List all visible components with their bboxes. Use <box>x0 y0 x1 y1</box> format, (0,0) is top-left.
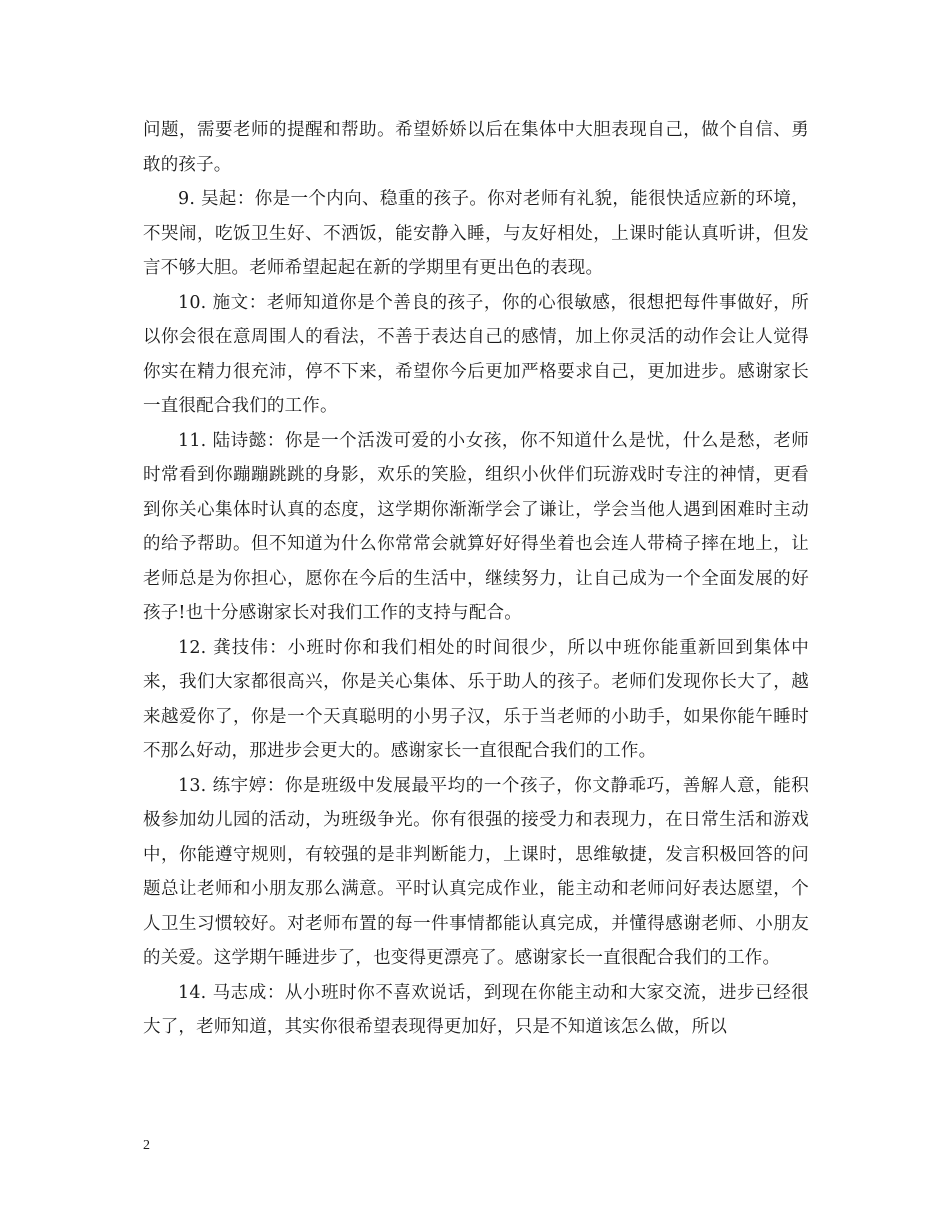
document-body <box>143 113 809 1045</box>
paragraph-item-12: 12. 龚技伟：小班时你和我们相处的时间很少，所以中班你能重新回到集体中来，我们大家都很高兴，你是关心集体、乐于助人的孩子。老师们发现你长大了，越来越爱你了，你是一个天真聪明的小男子汉，乐于当老师的小助手，如果你能午睡时不那么好动，那进步会更大的。感谢家长一直很配合我们的工作。 <box>143 637 809 761</box>
paragraph-item-11: 11. 陆诗懿：你是一个活泼可爱的小女孩，你不知道什么是忧，什么是愁，老师时常看到你蹦蹦跳跳的身影，欢乐的笑脸，组织小伙伴们玩游戏时专注的神情，更看到你关心集体时认真的态度，这学期你渐渐学会了谦让，学会当他人遇到困难时主动的给予帮助。但不知道为什么你常常会就算好好得坐着也会连人带椅子摔在地上，让老师总是为你担心，愿你在今后的生活中，继续努力，让自己成为一个全面发展的好孩子!也十分感谢家长对我们工作的支持与配合。 <box>143 430 809 623</box>
paragraph-item-13: 13. 练宇婷：你是班级中发展最平均的一个孩子，你文静乖巧，善解人意，能积极参加幼儿园的活动，为班级争光。你有很强的接受力和表现力，在日常生活和游戏中，你能遵守规则，有较强的是非判断能力，上课时，思维敏捷，发言积极回答的问题总让老师和小朋友那么满意。平时认真完成作业，能主动和老师问好表达愿望，个人卫生习惯较好。对老师布置的每一件事情都能认真完成，并懂得感谢老师、小朋友的关爱。这学期午睡进步了，也变得更漂亮了。感谢家长一直很配合我们的工作。 <box>143 775 809 968</box>
page-number: 2 <box>143 1138 150 1153</box>
paragraph-item-10: 10. 施文：老师知道你是个善良的孩子，你的心很敏感，很想把每件事做好，所以你会很在意周围人的看法，不善于表达自己的感情，加上你灵活的动作会让人觉得你实在精力很充沛，停不下来，希望你今后更加严格要求自己，更加进步。感谢家长一直很配合我们的工作。 <box>143 292 809 416</box>
paragraph-continuation: 问题，需要老师的提醒和帮助。希望娇娇以后在集体中大胆表现自己，做个自信、勇敢的孩子。 <box>143 120 809 175</box>
paragraph-item-14: 14. 马志成：从小班时你不喜欢说话，到现在你能主动和大家交流，进步已经很大了，老师知道，其实你很希望表现得更加好，只是不知道该怎么做，所以 <box>143 982 809 1037</box>
paragraph-item-9: 9. 吴起：你是一个内向、稳重的孩子。你对老师有礼貌，能很快适应新的环境，不哭闹，吃饭卫生好、不洒饭，能安静入睡，与友好相处，上课时能认真听讲，但发言不够大胆。老师希望起起在新的学期里有更出色的表现。 <box>143 189 809 278</box>
